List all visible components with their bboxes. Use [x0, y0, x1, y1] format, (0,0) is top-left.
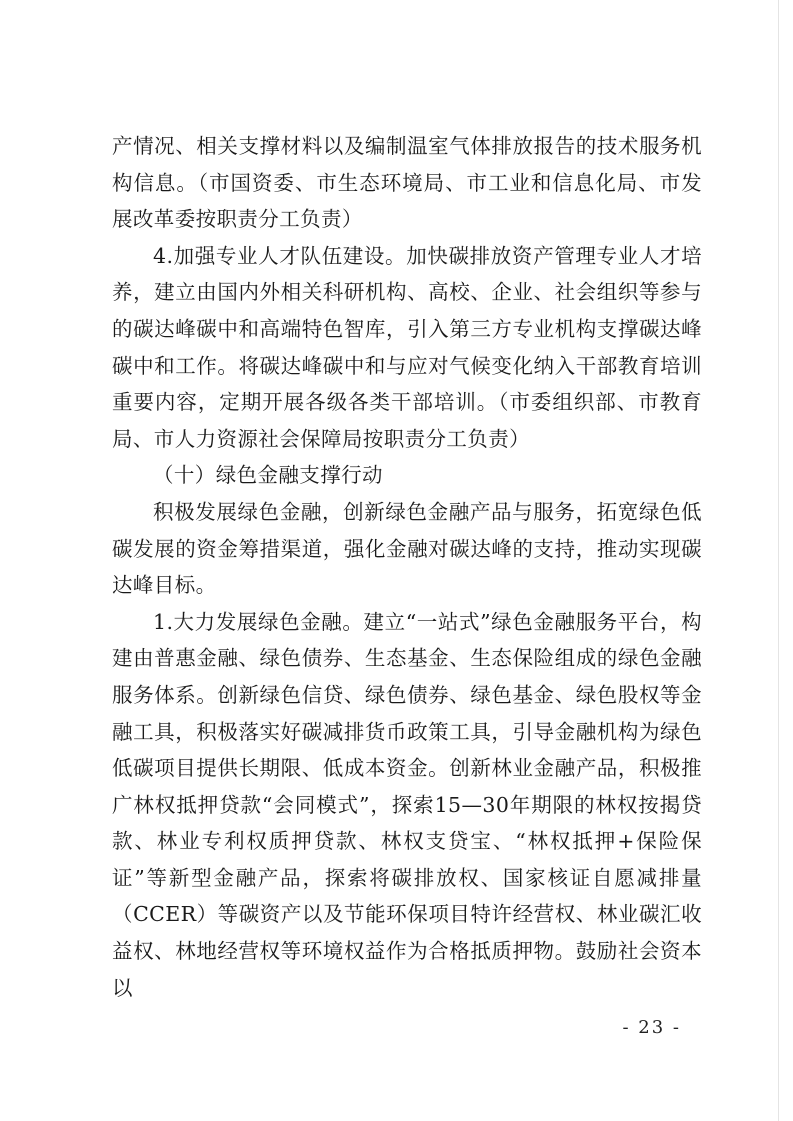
paragraph-talent-building: 4.加强专业人才队伍建设。加快碳排放资产管理专业人才培养，建立由国内外相关科研机构、高校、企业、社会组织等参与的碳达峰碳中和高端特色智库，引入第三方专业机构支撑碳达峰碳中和工作。将碳达峰碳中和与应对气候变化纳入干部教育培训重要内容，定期开展各级各类干部培训。（市委组织部、市教育局、市人力资源社会保障局按职责分工负责） [112, 243, 702, 451]
paragraph-develop-green-finance: 1.大力发展绿色金融。建立“一站式”绿色金融服务平台，构建由普惠金融、绿色债券、生态基金、生态保险组成的绿色金融服务体系。创新绿色信贷、绿色债券、绿色基金、绿色股权等金融工具，积极落实好碳减排货币政策工具，引导金融机构为绿色低碳项目提供长期限、低成本资金。创新林业金融产品，积极推广林权抵押贷款“会同模式”，探索15—30年期限的林权按揭贷款、林业专利权质押贷款、林权支贷宝、“林权抵押+保险保证”等新型金融产品，探索将碳排放权、国家核证自愿减排量（CCER）等碳资产以及节能环保项目特许经营权、林业碳汇收益权、林地经营权等环境权益作为合格抵质押物。鼓励社会资本以 [112, 609, 702, 1000]
page-number: - 23 - [622, 1017, 681, 1038]
section-heading-green-finance: （十）绿色金融支撑行动 [153, 463, 383, 488]
paragraph-continuation: 产情况、相关支撑材料以及编制温室气体排放报告的技术服务机构信息。（市国资委、市生态环境局、市工业和信息化局、市发展改革委按职责分工负责） [112, 134, 702, 232]
page-body [112, 128, 702, 1006]
paragraph-green-finance-intro: 积极发展绿色金融，创新绿色金融产品与服务，拓宽绿色低碳发展的资金筹措渠道，强化金融对碳达峰的支持，推动实现碳达峰目标。 [112, 499, 702, 598]
scan-edge-line [778, 0, 779, 1121]
